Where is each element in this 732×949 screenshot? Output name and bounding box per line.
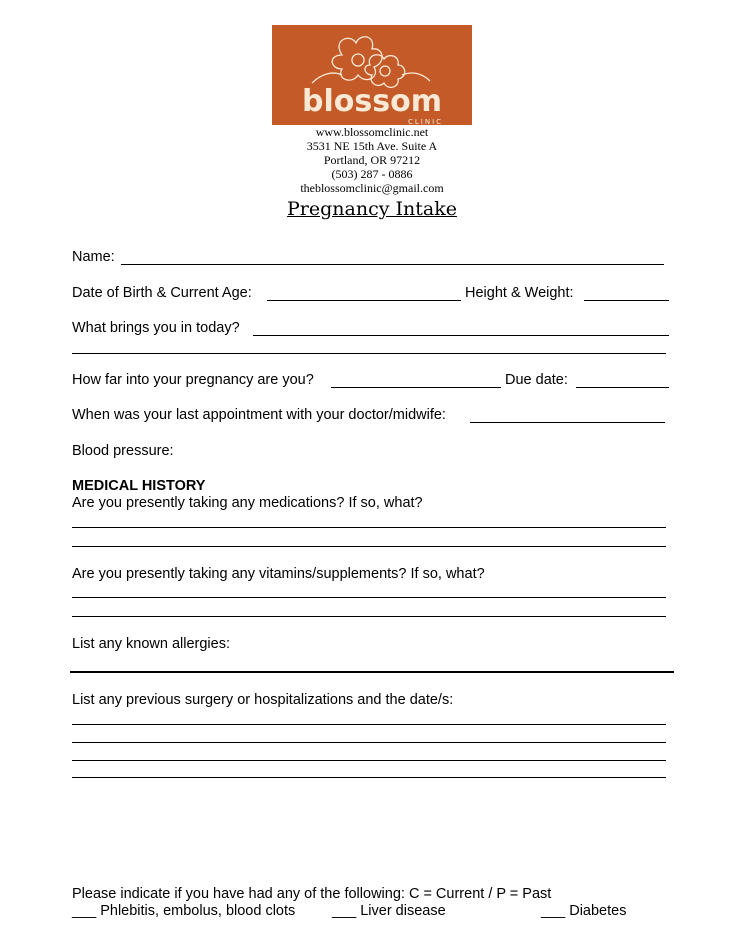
last-appt-field[interactable] [470,422,665,423]
brings-label: What brings you in today? [72,320,240,336]
surgery-field-4[interactable] [72,777,666,778]
surgery-label: List any previous surgery or hospitalizations and the date/s: [72,692,454,708]
vitamins-label: Are you presently taking any vitamins/supplements? If so, what? [72,566,485,582]
bp-label: Blood pressure: [72,443,174,459]
surgery-field-3[interactable] [72,760,666,761]
name-field[interactable] [121,264,664,265]
condition-item[interactable]: ___ Phlebitis, embolus, blood clots [72,903,296,919]
medications-field-1[interactable] [72,527,666,528]
medications-label: Are you presently taking any medications? If so, what? [72,495,423,511]
indicate-label: Please indicate if you have had any of the following: C = Current / P = Past [72,886,552,902]
brings-field[interactable] [253,335,669,336]
height-weight-field[interactable] [584,300,669,301]
vitamins-field-1[interactable] [72,597,666,598]
condition-item[interactable]: ___ Diabetes [541,903,627,919]
clinic-logo [272,25,472,125]
due-date-field[interactable] [576,387,669,388]
allergies-label: List any known allergies: [72,636,230,652]
address-text: 3531 NE 15th Ave. Suite A [306,139,438,153]
logo-wordmark: blossom [302,84,442,119]
surgery-field-2[interactable] [72,742,666,743]
form-title: Pregnancy Intake [287,198,457,220]
dob-label: Date of Birth & Current Age: [72,285,252,301]
due-date-label: Due date: [505,372,568,388]
name-label: Name: [72,249,115,265]
how-far-label: How far into your pregnancy are you? [72,372,314,388]
logo-subtitle: CLINIC [408,118,444,126]
medical-history-heading: MEDICAL HISTORY [72,478,206,494]
condition-item[interactable]: ___ Liver disease [332,903,446,919]
last-appt-label: When was your last appointment with your doctor/midwife: [72,407,446,423]
phone-text: (503) 287 - 0886 [331,167,413,181]
dob-field[interactable] [267,300,461,301]
website-text: www.blossomclinic.net [315,125,429,139]
medications-field-2[interactable] [72,546,666,547]
brings-field-2[interactable] [72,353,666,354]
how-far-field[interactable] [331,387,501,388]
allergies-field[interactable] [70,671,674,673]
city-text: Portland, OR 97212 [323,153,421,167]
surgery-field-1[interactable] [72,724,666,725]
email-text: theblossomclinic@gmail.com [300,181,444,195]
vitamins-field-2[interactable] [72,616,666,617]
height-weight-label: Height & Weight: [465,285,574,301]
